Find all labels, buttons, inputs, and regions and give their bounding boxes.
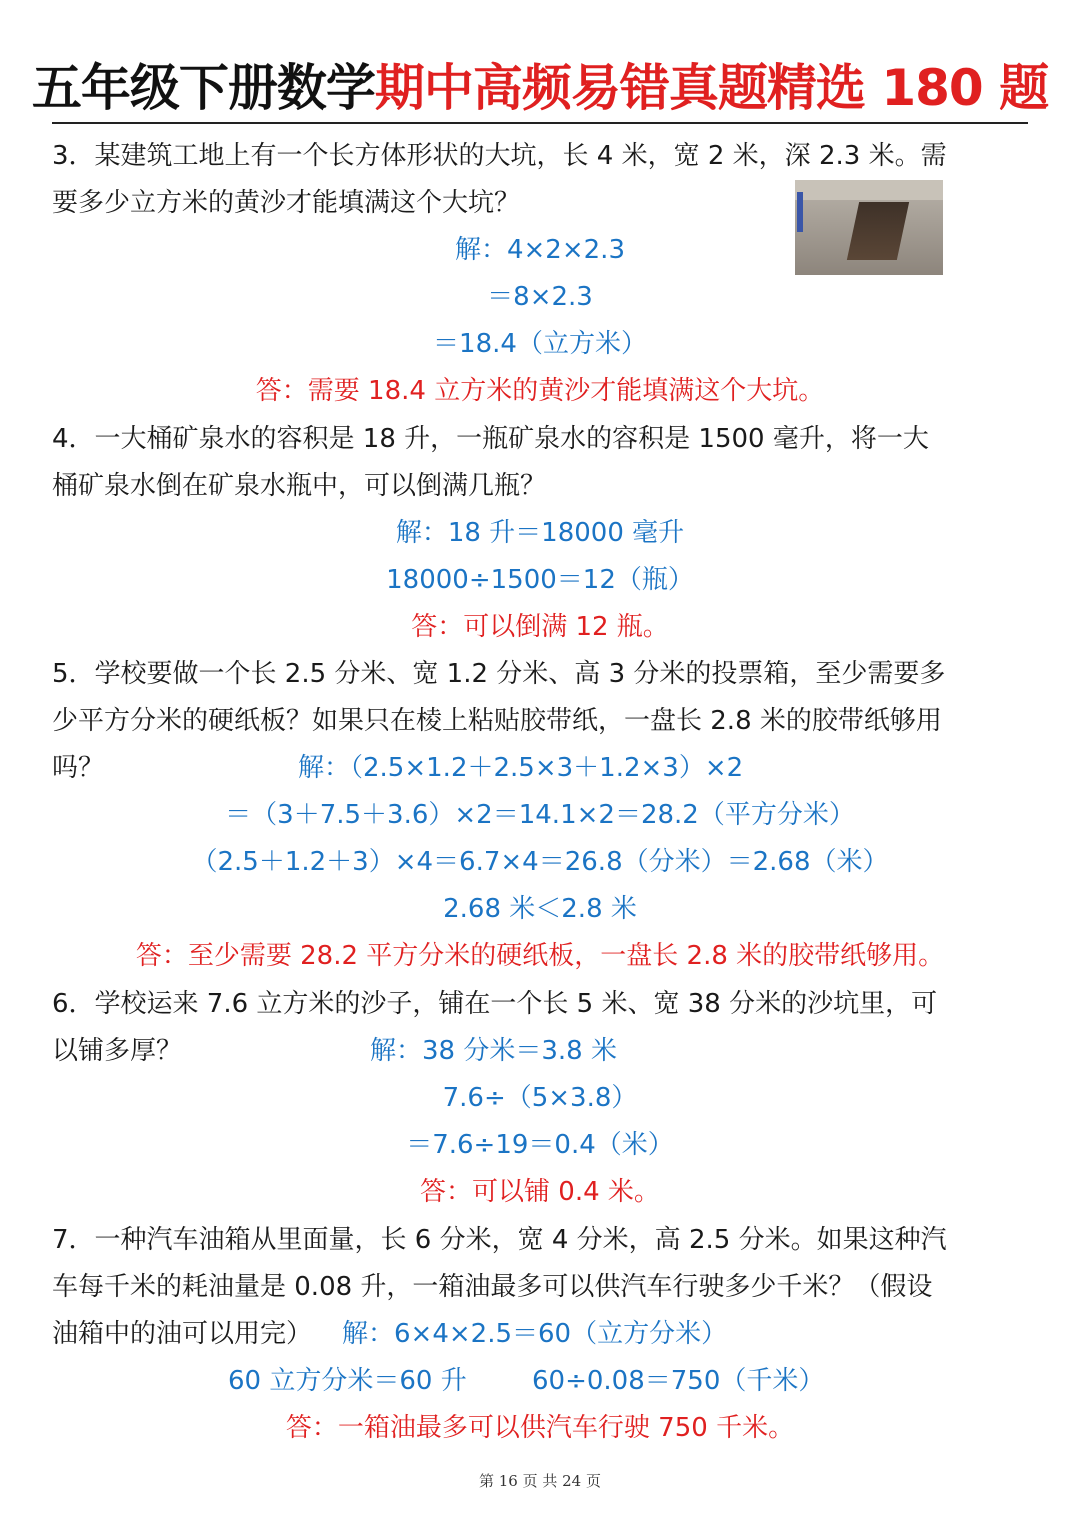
solution-3-step-1: 解：4×2×2.3	[454, 235, 625, 265]
question-3-line-2: 要多少立方米的黄沙才能填满这个大坑？	[52, 188, 521, 218]
solution-5-step-4: 2.68 米＜2.8 米	[443, 894, 637, 924]
solution-3-step-2: ＝8×2.3	[487, 282, 593, 312]
solution-6-step-3: ＝7.6÷19＝0.4（米）	[406, 1130, 674, 1160]
page-number: 第 16 页 共 24 页	[478, 1472, 601, 1490]
question-7-line-2: 车每千米的耗油量是 0.08 升，一箱油最多可以供汽车行驶多少千米？（假设	[52, 1272, 933, 1302]
question-5-line-2: 少平方分米的硬纸板？如果只在棱上粘贴胶带纸，一盘长 2.8 米的胶带纸够用	[52, 706, 942, 736]
question-7-line-3: 油箱中的油可以用完）	[52, 1319, 313, 1349]
title-highlight: 期中高频易错真题精选 180 题	[374, 59, 1049, 117]
question-5-line-1: 5．学校要做一个长 2.5 分米、宽 1.2 分米、高 3 分米的投票箱，至少需要多	[52, 659, 946, 689]
solution-7-step-3: 60÷0.08＝750（千米）	[532, 1366, 825, 1396]
solution-4-step-2: 18000÷1500＝12（瓶）	[386, 565, 694, 595]
title-divider	[52, 122, 1028, 124]
solution-7-step-2: 60 立方分米＝60 升	[228, 1366, 467, 1396]
question-6-line-2: 以铺多厚？	[52, 1036, 183, 1066]
solution-6-step-1: 解：38 分米＝3.8 米	[370, 1036, 617, 1066]
question-4-line-2: 桶矿泉水倒在矿泉水瓶中，可以倒满几瓶？	[52, 471, 547, 501]
solution-3-step-3: ＝18.4（立方米）	[433, 329, 647, 359]
answer-7: 答：一箱油最多可以供汽车行驶 750 千米。	[285, 1413, 795, 1443]
solution-5-step-2: ＝（3＋7.5＋3.6）×2＝14.1×2＝28.2（平方分米）	[225, 800, 855, 830]
answer-6: 答：可以铺 0.4 米。	[420, 1177, 660, 1207]
title-grade: 五年级下册数学	[31, 59, 375, 117]
question-6-line-1: 6．学校运来 7.6 立方米的沙子，铺在一个长 5 米、宽 38 分米的沙坑里，可	[52, 989, 938, 1019]
answer-4: 答：可以倒满 12 瓶。	[411, 612, 669, 642]
answer-3: 答：需要 18.4 立方米的黄沙才能填满这个大坑。	[255, 376, 825, 406]
solution-7-step-1: 解：6×4×2.5＝60（立方分米）	[342, 1319, 728, 1349]
solution-5-step-1: 解：（2.5×1.2＋2.5×3＋1.2×3）×2	[298, 753, 744, 783]
solution-6-step-2: 7.6÷（5×3.8）	[442, 1083, 638, 1113]
question-3-line-1: 3．某建筑工地上有一个长方体形状的大坑，长 4 米，宽 2 米，深 2.3 米。需	[52, 141, 947, 171]
question-5-line-3: 吗？	[52, 753, 105, 783]
solution-5-step-3: （2.5＋1.2＋3）×4＝6.7×4＝26.8（分米）＝2.68（米）	[191, 847, 889, 877]
page-title	[0, 52, 1080, 124]
answer-5: 答：至少需要 28.2 平方分米的硬纸板，一盘长 2.8 米的胶带纸够用。	[135, 941, 945, 971]
question-7-line-1: 7．一种汽车油箱从里面量，长 6 分米，宽 4 分米，高 2.5 分米。如果这种汽	[52, 1225, 947, 1255]
solution-4-step-1: 解：18 升＝18000 毫升	[395, 518, 685, 548]
question-4-line-1: 4．一大桶矿泉水的容积是 18 升，一瓶矿泉水的容积是 1500 毫升，将一大	[52, 424, 929, 454]
